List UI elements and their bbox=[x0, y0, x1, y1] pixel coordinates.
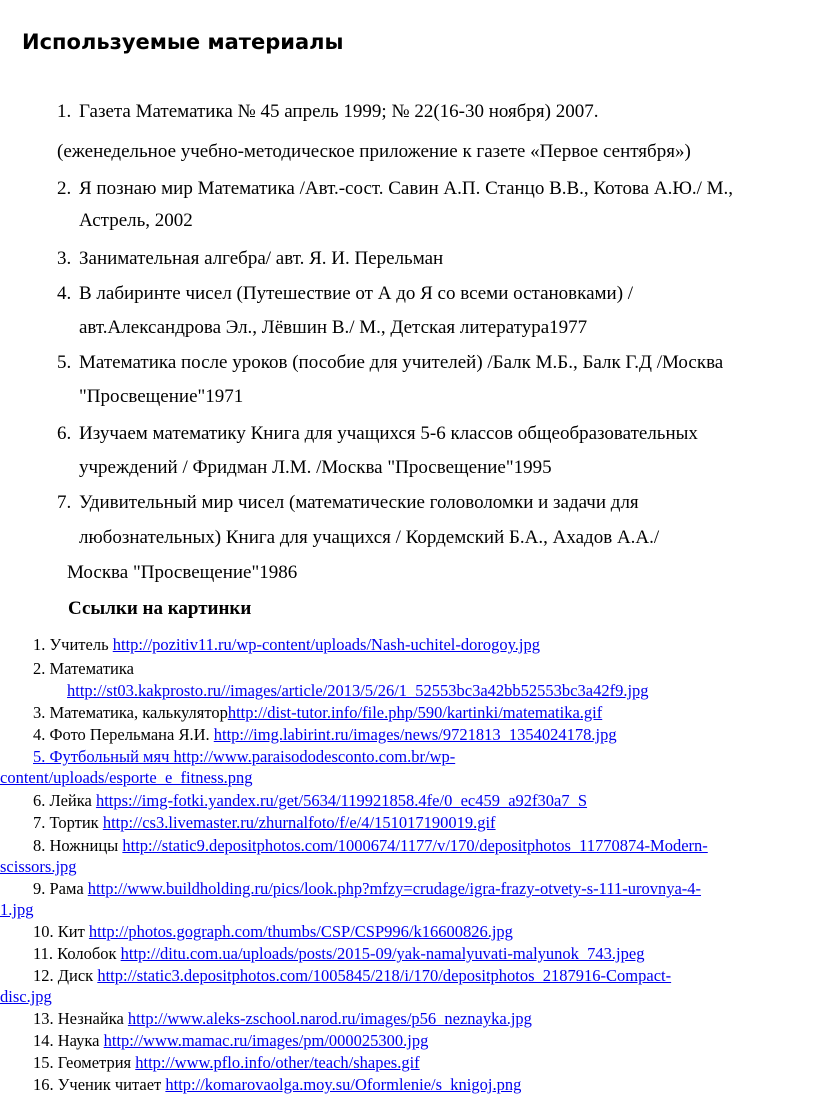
item-number: 6. bbox=[57, 423, 72, 444]
link-item-5: 5. Футбольный мяч http://www.paraisododesconto.com.br/wp- bbox=[33, 747, 456, 766]
link-item-7: 7. Тортик http://cs3.livemaster.ru/zhurnalfoto/f/e/4/151017190019.gif bbox=[33, 813, 496, 832]
link-url-cont[interactable]: disc.jpg bbox=[0, 987, 52, 1006]
link-url[interactable]: http://static3.depositphotos.com/1005845/218/i/170/depositphotos_2187916-Compact- bbox=[97, 966, 672, 985]
link-item-9-url-cont bbox=[0, 900, 33, 920]
link-item-2-url bbox=[67, 681, 649, 701]
link-item-11: 11. Колобок http://ditu.com.ua/uploads/posts/2015-09/yak-namalyuvati-malyunok_743.jpeg bbox=[33, 944, 645, 963]
link-item-4: 4. Фото Перельмана Я.И. http://img.labirint.ru/images/news/9721813_1354024178.jpg bbox=[33, 725, 617, 744]
material-item-6-cont: учреждений / Фридман Л.М. /Москва "Просвещение"1995 bbox=[79, 457, 552, 478]
material-item-3 bbox=[57, 248, 443, 270]
item-text: Занимательная алгебра/ авт. Я. И. Перельман bbox=[79, 248, 444, 269]
item-text: Удивительный мир чисел (математические головоломки и задачи для bbox=[79, 492, 639, 513]
link-url-cont[interactable]: content/uploads/esporte_e_fitness.png bbox=[0, 768, 253, 787]
link-item-14: 14. Наука http://www.mamac.ru/images/pm/000025300.jpg bbox=[33, 1031, 429, 1050]
link-item-8-url-cont bbox=[0, 857, 77, 877]
material-item-5 bbox=[57, 352, 723, 374]
link-url[interactable]: http://pozitiv11.ru/wp-content/uploads/Nash-uchitel-dorogoy.jpg bbox=[112, 635, 540, 654]
material-item-6 bbox=[57, 423, 698, 445]
material-item-5-cont: "Просвещение"1971 bbox=[79, 386, 244, 407]
link-item-12: 12. Диск http://static3.depositphotos.com/1005845/218/i/170/depositphotos_2187916-Compact- bbox=[33, 966, 672, 985]
link-item-5-url-cont bbox=[0, 768, 253, 788]
link-url[interactable]: http://www.aleks-zschool.narod.ru/images/p56_neznayka.jpg bbox=[127, 1009, 532, 1028]
link-url[interactable]: http://photos.gograph.com/thumbs/CSP/CSP996/k16600826.jpg bbox=[88, 922, 513, 941]
link-url[interactable]: http://www.paraisododesconto.com.br/wp- bbox=[173, 747, 456, 766]
link-url[interactable]: http://www.buildholding.ru/pics/look.php?mfzy=crudage/igra-frazy-otvety-s-111-urovnya-4- bbox=[87, 879, 702, 898]
link-item-6: 6. Лейка https://img-fotki.yandex.ru/get/5634/119921858.4fe/0_ec459_a92f30a7_S bbox=[33, 791, 588, 810]
links-heading: Ссылки на картинки bbox=[68, 598, 252, 619]
material-item-4 bbox=[57, 283, 633, 305]
link-url[interactable]: http://static9.depositphotos.com/1000674/1177/v/170/depositphotos_11770874-Modern- bbox=[122, 836, 708, 855]
material-item-4-cont: авт.Александрова Эл., Лёвшин В./ М., Детская литература1977 bbox=[79, 317, 588, 338]
material-item-7-cont2: Москва "Просвещение"1986 bbox=[67, 562, 298, 583]
material-item-7 bbox=[57, 492, 639, 514]
link-url[interactable]: http://img.labirint.ru/images/news/9721813_1354024178.jpg bbox=[213, 725, 617, 744]
item-number: 3. bbox=[57, 248, 72, 269]
item-text: В лабиринте чисел (Путешествие от А до Я со всеми остановками) / bbox=[79, 283, 634, 304]
item-text: Газета Математика № 45 апрель 1999; № 22(16-30 ноября) 2007. bbox=[79, 101, 599, 122]
link-item-13: 13. Незнайка http://www.aleks-zschool.narod.ru/images/p56_neznayka.jpg bbox=[33, 1009, 532, 1028]
item-number: 1. bbox=[57, 101, 72, 122]
item-number: 5. bbox=[57, 352, 72, 373]
link-item-10: 10. Кит http://photos.gograph.com/thumbs/CSP/CSP996/k16600826.jpg bbox=[33, 922, 513, 941]
page-title: Используемые материалы bbox=[22, 30, 344, 54]
link-url[interactable]: http://komarovaolga.moy.su/Oformlenie/s_knigoj.png bbox=[165, 1075, 522, 1094]
item-number: 2. bbox=[57, 178, 72, 199]
link-url-cont[interactable]: scissors.jpg bbox=[0, 857, 77, 876]
material-item-7-cont: любознательных) Книга для учащихся / Кордемский Б.А., Ахадов А.А./ bbox=[79, 527, 660, 548]
item-text: Математика после уроков (пособие для учителей) /Балк М.Б., Балк Г.Д /Москва bbox=[79, 352, 724, 373]
material-item-1-cont: (еженедельное учебно-методическое приложение к газете «Первое сентября») bbox=[57, 141, 691, 162]
link-url[interactable]: http://www.mamac.ru/images/pm/000025300.jpg bbox=[103, 1031, 429, 1050]
item-text: Изучаем математику Книга для учащихся 5-6 классов общеобразовательных bbox=[79, 423, 698, 444]
item-text: Я познаю мир Математика /Авт.-сост. Савин А.П. Станцо В.В., Котова А.Ю./ М., bbox=[79, 178, 734, 199]
material-item-2-cont: Астрель, 2002 bbox=[79, 210, 193, 231]
material-item-2 bbox=[57, 178, 733, 200]
link-item-9: 9. Рама http://www.buildholding.ru/pics/look.php?mfzy=crudage/igra-frazy-otvety-s-111-urovnya-4- bbox=[33, 879, 702, 898]
link-item-15: 15. Геометрия http://www.pflo.info/other/teach/shapes.gif bbox=[33, 1053, 420, 1072]
link-url-cont[interactable]: 1.jpg bbox=[0, 900, 34, 919]
link-url[interactable]: http://ditu.com.ua/uploads/posts/2015-09/yak-namalyuvati-malyunok_743.jpeg bbox=[120, 944, 645, 963]
link-url[interactable]: http://dist-tutor.info/file.php/590/kartinki/matematika.gif bbox=[227, 703, 603, 722]
link-url[interactable]: https://img-fotki.yandex.ru/get/5634/119921858.4fe/0_ec459_a92f30a7_S bbox=[95, 791, 588, 810]
link-item-8: 8. Ножницы http://static9.depositphotos.com/1000674/1177/v/170/depositphotos_11770874-Modern- bbox=[33, 836, 708, 855]
item-number: 7. bbox=[57, 492, 72, 513]
link-item-3: 3. Математика, калькуляторhttp://dist-tutor.info/file.php/590/kartinki/matematika.gif bbox=[33, 703, 603, 722]
material-item-1 bbox=[57, 101, 599, 123]
link-item-2: 2. Математика bbox=[33, 659, 134, 678]
link-item-12-url-cont bbox=[0, 987, 52, 1007]
link-url[interactable]: http://cs3.livemaster.ru/zhurnalfoto/f/e/4/151017190019.gif bbox=[102, 813, 496, 832]
link-item-16: 16. Ученик читает http://komarovaolga.moy.su/Oformlenie/s_knigoj.png bbox=[33, 1075, 522, 1094]
link-item-1: 1. Учитель http://pozitiv11.ru/wp-content/uploads/Nash-uchitel-dorogoy.jpg bbox=[33, 635, 540, 654]
link-url[interactable]: http://st03.kakprosto.ru//images/article/2013/5/26/1_52553bc3a42bb52553bc3a42f9.jpg bbox=[67, 681, 649, 700]
link-url[interactable]: http://www.pflo.info/other/teach/shapes.gif bbox=[135, 1053, 420, 1072]
item-number: 4. bbox=[57, 283, 72, 304]
